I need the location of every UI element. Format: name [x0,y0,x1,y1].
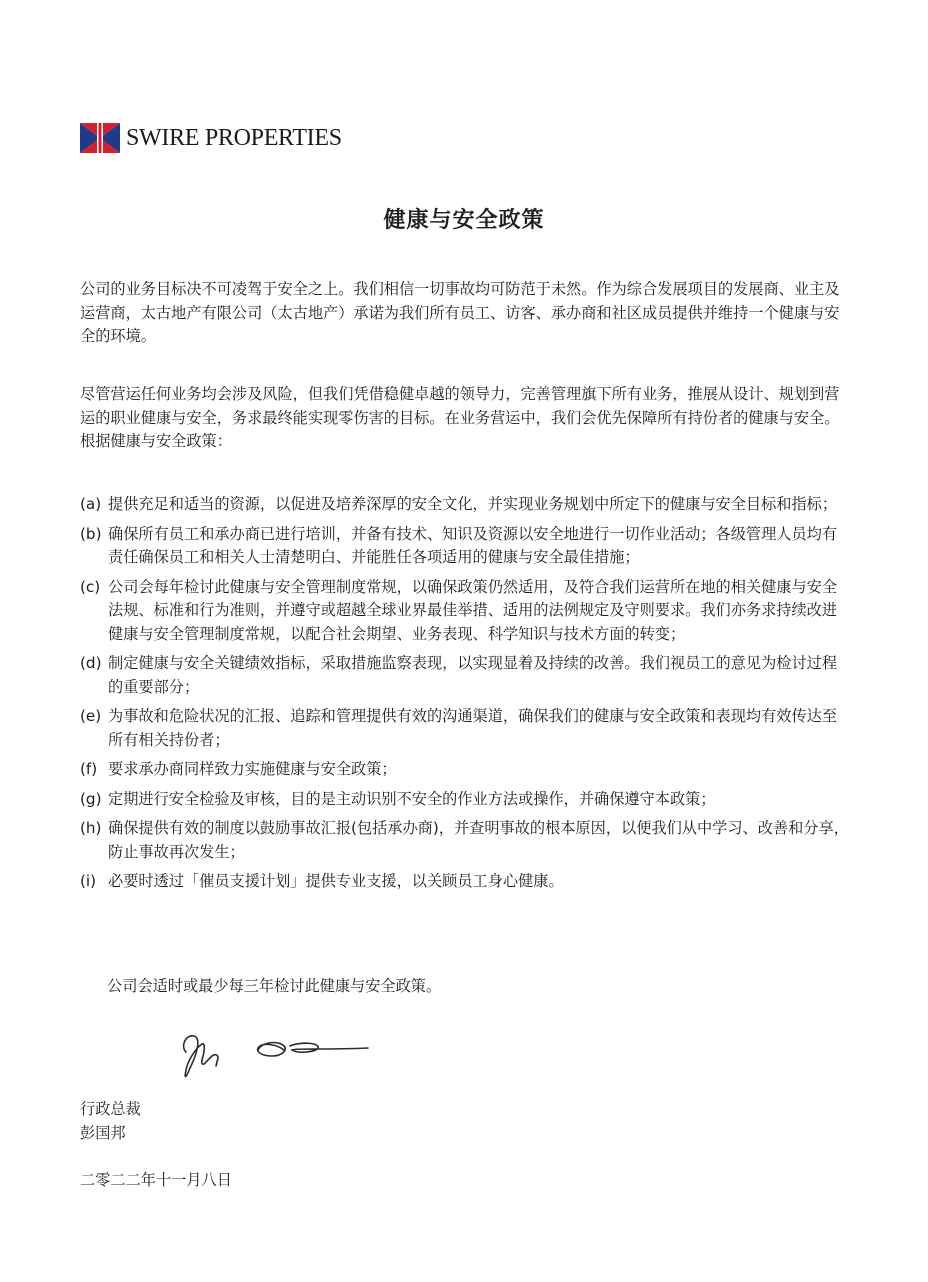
item-text: 确保所有员工和承办商已进行培训，并备有技术、知识及资源以安全地进行一切作业活动；各级管理人员均有责任确保员工和相关人士清楚明白、并能胜任各项适用的健康与安全最佳措施； [108,524,837,566]
page-title: 健康与安全政策 [383,208,545,233]
signatory-name: 彭国邦 [80,1124,126,1142]
logo-text: SWIRE PROPERTIES [126,125,342,151]
signature-image [172,1022,372,1084]
list-item [80,758,850,782]
item-marker: (g) [80,789,102,808]
item-marker: (a) [80,495,102,513]
item-text: 为事故和危险状况的汇报、追踪和管理提供有效的沟通渠道，确保我们的健康与安全政策和表现均有效传达至所有相关持份者； [108,707,837,749]
list-item [80,817,850,864]
list-item [80,576,850,647]
list-item [80,870,850,894]
company-logo [80,122,342,154]
item-text: 制定健康与安全关键绩效指标，采取措施监察表现，以实现显着及持续的改善。我们视员工的意见为检讨过程的重要部分； [108,654,837,696]
item-marker: (b) [80,524,102,543]
item-marker: (i) [80,872,97,890]
signatory-title: 行政总裁 [80,1100,141,1118]
list-item [80,493,850,517]
list-item [80,523,850,570]
item-text: 公司会每年检讨此健康与安全管理制度常规，以确保政策仍然适用，及符合我们运营所在地的相关健康与安全法规、标准和行为准则，并遵守或超越全球业界最佳举措、适用的法例规定及守则要求。我们亦务求持续改进健康与安全管理制度常规，以配合社会期望、业务表现、科学知识与技术方面的转变； [108,577,837,643]
list-item [80,788,850,812]
item-marker: (f) [80,760,98,778]
closing-statement: 公司会适时或最少每三年检讨此健康与安全政策。 [107,977,442,995]
item-text: 提供充足和适当的资源，以促进及培养深厚的安全文化，并实现业务规划中所定下的健康与安全目标和指标； [108,495,837,513]
item-text: 定期进行安全检验及审核，目的是主动识别不安全的作业方法或操作，并确保遵守本政策； [108,789,716,808]
intro-paragraph: 公司的业务目标决不可凌驾于安全之上。我们相信一切事故均可防范于未然。作为综合发展项目的发展商、业主及运营商，太古地产有限公司（太古地产）承诺为我们所有员工、访客、承办商和社区成员提供并维持一个健康与安全的环境。 [80,280,840,345]
document-date: 二零二二年十一月八日 [80,1171,232,1189]
item-text: 必要时透过「催员支援计划」提供专业支援，以关顾员工身心健康。 [108,872,564,890]
list-item [80,705,850,752]
item-text: 确保提供有效的制度以鼓励事故汇报(包括承办商)，并查明事故的根本原因，以便我们从中学习、改善和分享，防止事故再次发生； [108,819,849,861]
item-marker: (e) [80,707,102,725]
policy-list [80,493,850,900]
commitment-paragraph: 尽管营运任何业务均会涉及风险，但我们凭借稳健卓越的领导力，完善管理旗下所有业务，推展从设计、规划到营运的职业健康与安全，务求最终能实现零伤害的目标。在业务营运中，我们会优先保障所有持份者的健康与安全。根据健康与安全政策： [80,385,840,450]
item-marker: (c) [80,577,101,596]
item-marker: (h) [80,819,102,837]
item-text: 要求承办商同样致力实施健康与安全政策； [108,760,397,778]
swire-flag-icon [80,123,120,153]
item-marker: (d) [80,654,102,672]
list-item [80,652,850,699]
